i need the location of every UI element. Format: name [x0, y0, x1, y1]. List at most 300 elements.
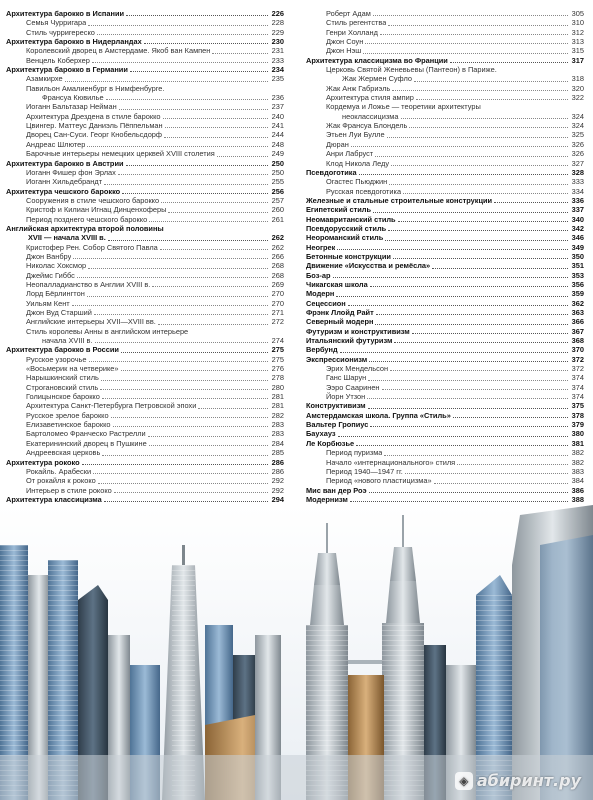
toc-column-left [6, 9, 284, 588]
toc-entry-page: 262 [271, 242, 284, 252]
toc-entry-page: 241 [271, 121, 284, 131]
toc-entry-page: 286 [271, 457, 284, 467]
toc-entry-page: 327 [571, 158, 584, 168]
toc-entry-page: 317 [571, 55, 584, 65]
toc-entry-page: 324 [571, 121, 584, 131]
toc-entry-title: Вальтер Гропиус [306, 420, 369, 430]
toc-dot-leader [121, 352, 268, 353]
toc-entry-page: 280 [271, 382, 284, 392]
toc-entry-title: Жак Анж Габриэль [326, 83, 391, 93]
toc-entry-title: Мис ван дер Роэ [306, 485, 367, 495]
toc-entry-page: 278 [271, 373, 284, 383]
toc-entry [306, 215, 584, 224]
toc-entry [306, 196, 584, 205]
toc-entry [6, 196, 284, 205]
toc-entry [306, 261, 584, 270]
toc-dot-leader [340, 352, 568, 353]
toc-entry [6, 140, 284, 149]
toc-entry [306, 373, 584, 382]
toc-entry [306, 467, 584, 476]
toc-entry-page: 283 [271, 420, 284, 430]
toc-entry-title: Архитектура Санкт-Петербурга Петровской эпохи [26, 401, 197, 411]
toc-entry-page: 384 [571, 476, 584, 486]
toc-dot-leader [98, 483, 268, 484]
toc-entry-page: 249 [271, 149, 284, 159]
toc-entry-title: Ганс Шарун [326, 373, 367, 383]
toc-entry-title: Архитектура барокко в Германии [6, 65, 128, 75]
toc-entry-title: Королевский дворец в Амстердаме. Якоб ван Кампен [26, 46, 211, 56]
toc-entry-page: 266 [271, 251, 284, 261]
toc-entry-page: 374 [571, 382, 584, 392]
toc-dot-leader [367, 398, 568, 399]
toc-entry-page: 366 [571, 317, 584, 327]
toc-entry-page: 250 [271, 167, 284, 177]
toc-entry-title: начала XVIII в. [42, 336, 93, 346]
toc-dot-leader [113, 426, 268, 427]
toc-entry-page: 322 [571, 93, 584, 103]
toc-entry-page: 379 [571, 420, 584, 430]
toc-entry [6, 467, 284, 476]
toc-dot-leader [144, 43, 268, 44]
toc-entry [306, 308, 584, 317]
toc-dot-leader [370, 426, 568, 427]
toc-entry-title: Футуризм и конструктивизм [306, 326, 410, 336]
toc-entry-title: Голицынское барокко [26, 392, 100, 402]
toc-dot-leader [453, 417, 568, 418]
toc-entry-page: 363 [571, 308, 584, 317]
toc-entry-page: 283 [271, 429, 284, 439]
toc-dot-leader [494, 202, 568, 203]
toc-dot-leader [375, 324, 568, 325]
toc-entry-title: Роберт Адам [326, 9, 371, 18]
toc-dot-leader [389, 184, 568, 185]
toc-entry-page: 336 [571, 195, 584, 205]
toc-entry-page: 228 [271, 18, 284, 28]
toc-dot-leader [88, 25, 268, 26]
toc-entry-title: Андреас Шлютер [26, 139, 86, 149]
toc-entry-page: 256 [271, 186, 284, 196]
toc-entry-title: Джон Вуд Старший [26, 308, 92, 317]
toc-dot-leader [351, 146, 568, 147]
toc-entry [306, 392, 584, 401]
toc-entry-title: Псевдорусский стиль [306, 223, 387, 233]
toc-entry-title: Строгановский стиль [26, 382, 99, 392]
toc-entry-page: 261 [271, 214, 284, 224]
toc-dot-leader [164, 137, 268, 138]
toc-entry-page: 318 [571, 74, 584, 84]
toc-entry-page: 346 [571, 233, 584, 243]
toc-entry-title: Архитектура классицизма [6, 494, 102, 504]
toc-entry [306, 280, 584, 289]
toc-dot-leader [72, 305, 268, 306]
toc-entry [306, 476, 584, 485]
toc-entry [306, 317, 584, 326]
toc-entry [6, 18, 284, 27]
toc-entry-page: 367 [571, 326, 584, 336]
toc-entry [306, 37, 584, 46]
toc-entry-title: Павильон Амалиенбург в Нимфенбурге. [26, 83, 165, 93]
toc-dot-leader [88, 268, 268, 269]
toc-entry-page: 275 [271, 345, 284, 355]
toc-entry-title: Цвингер. Маттеус Даниэль Пёппельман [26, 121, 163, 131]
toc-entry [306, 429, 584, 438]
toc-entry-page: 324 [571, 111, 584, 121]
toc-dot-leader [384, 455, 568, 456]
toc-entry-title: Лорд Бёрлингтон [26, 289, 85, 299]
watermark [455, 771, 581, 790]
toc-dot-leader [333, 277, 569, 278]
toc-dot-leader [375, 156, 568, 157]
toc-dot-leader [338, 436, 568, 437]
toc-entry [6, 308, 284, 317]
toc-entry-page: 333 [571, 177, 584, 187]
toc-entry [306, 411, 584, 420]
toc-entry-page: 372 [571, 354, 584, 364]
toc-entry-title: Ээро Сааринен [326, 382, 380, 392]
toc-dot-leader [393, 258, 568, 259]
toc-entry-title: Бетонные конструкции [306, 251, 391, 261]
toc-dot-leader [126, 165, 268, 166]
toc-entry-page: 380 [571, 429, 584, 439]
toc-entry-page: 260 [271, 205, 284, 215]
toc-entry-title: Русская псевдоготика [326, 186, 402, 196]
toc-dot-leader [369, 361, 568, 362]
toc-entry [306, 18, 584, 27]
toc-entry [6, 261, 284, 270]
toc-entry-title: Движение «Искусства и ремёсла» [306, 261, 431, 271]
toc-dot-leader [373, 212, 568, 213]
toc-entry-title: Клод Никола Леду [326, 158, 390, 168]
toc-entry-title: Архитектура рококо [6, 457, 80, 467]
toc-dot-leader [403, 193, 568, 194]
toc-dot-leader [122, 193, 268, 194]
toc-entry-page: 233 [271, 55, 284, 65]
toc-entry-title: От рокайля к рококо [26, 476, 96, 486]
toc-dot-leader [336, 296, 568, 297]
toc-entry [6, 317, 284, 326]
toc-entry-page: 226 [271, 9, 284, 18]
toc-entry [6, 486, 284, 495]
toc-dot-leader [118, 174, 268, 175]
toc-dot-leader [348, 305, 568, 306]
toc-entry-page: 350 [571, 251, 584, 261]
toc-entry [6, 289, 284, 298]
toc-dot-leader [412, 333, 568, 334]
toc-entry-title: Церковь Святой Женевьевы (Пантеон) в Париже. [326, 65, 497, 75]
toc-dot-leader [369, 492, 568, 493]
toc-entry-page: 342 [571, 223, 584, 233]
toc-dot-leader [398, 221, 568, 222]
toc-dot-leader [391, 165, 568, 166]
toc-entry-page: 234 [271, 65, 284, 75]
toc-entry-title: Семья Чурригара [26, 18, 87, 28]
toc-entry-page: 305 [571, 9, 584, 18]
toc-dot-leader [94, 314, 268, 315]
toc-dot-leader [405, 473, 568, 474]
toc-entry-title: Итальянский футуризм [306, 336, 393, 346]
toc-entry-page: 231 [271, 46, 284, 56]
toc-entry-page: 340 [571, 214, 584, 224]
toc-entry-page: 370 [571, 345, 584, 355]
toc-entry [306, 355, 584, 364]
toc-entry-title: Амстердамская школа. Группа «Стиль» [306, 410, 451, 420]
toc-entry [306, 140, 584, 149]
toc-entry-title: Барочные интерьеры немецких церквей XVIII столетия [26, 149, 215, 159]
toc-entry-page: 229 [271, 27, 284, 37]
toc-entry-page: 356 [571, 279, 584, 289]
toc-dot-leader [337, 249, 568, 250]
toc-entry-page: 255 [271, 177, 284, 187]
toc-dot-leader [363, 53, 568, 54]
toc-entry [6, 252, 284, 261]
toc-entry-title: Жак Франсуа Блондель [326, 121, 408, 131]
toc-dot-leader [382, 389, 568, 390]
toc-entry-page: 272 [271, 317, 284, 327]
toc-dot-leader [217, 156, 268, 157]
toc-dot-leader [356, 445, 568, 446]
toc-entry [6, 224, 284, 233]
toc-entry [306, 448, 584, 457]
toc-entry-title: Этьен Луи Булле [326, 130, 385, 140]
toc-entry-title: Начало «интернационального» стиля [326, 457, 456, 467]
toc-entry-page: 270 [271, 289, 284, 299]
toc-entry-page: 268 [271, 261, 284, 271]
toc-entry [306, 56, 584, 65]
toc-entry-title: XVII — начала XVIII в. [28, 233, 106, 243]
labyrinth-logo-icon: ◈ [455, 772, 473, 790]
toc-entry-title: Период 1940—1947 гг. [326, 466, 403, 476]
toc-entry [306, 327, 584, 336]
toc-entry [6, 280, 284, 289]
toc-entry [6, 149, 284, 158]
toc-entry-title: Вербунд [306, 345, 338, 355]
toc-entry-title: Архитектура Дрездена в стиле барокко [26, 111, 161, 121]
toc-dot-leader [385, 240, 568, 241]
toc-dot-leader [73, 258, 268, 259]
toc-entry-title: Период позднего чешского барокко [26, 214, 148, 224]
toc-entry-title: Екатерининский дворец в Пушкине [26, 438, 147, 448]
toc-entry-title: Архитектура барокко в Испании [6, 9, 125, 18]
toc-entry [6, 102, 284, 111]
toc-entry [6, 336, 284, 345]
toc-entry [306, 93, 584, 102]
toc-dot-leader [97, 34, 268, 35]
toc-dot-leader [108, 240, 268, 241]
toc-entry-page: 368 [571, 336, 584, 346]
toc-entry-title: Неопалладианство в Англии XVIII в. [26, 279, 151, 289]
toc-dot-leader [65, 81, 268, 82]
toc-entry-page: 362 [571, 298, 584, 308]
toc-dot-leader [370, 286, 568, 287]
toc-dot-leader [373, 15, 568, 16]
toc-dot-leader [130, 71, 268, 72]
toc-entry-page: 237 [271, 102, 284, 112]
toc-entry-page: 268 [271, 270, 284, 280]
toc-entry [6, 271, 284, 280]
toc-entry [6, 168, 284, 177]
toc-entry-page: 320 [571, 83, 584, 93]
toc-entry-page: 326 [571, 139, 584, 149]
toc-entry-page: 337 [571, 205, 584, 215]
toc-entry [306, 187, 584, 196]
toc-entry [6, 9, 284, 18]
toc-entry-title: Неомавританский стиль [306, 214, 396, 224]
toc-entry-title: Неороманский стиль [306, 233, 384, 243]
toc-entry [306, 84, 584, 93]
toc-dot-leader [212, 53, 268, 54]
watermark-text: абиринт.ру [476, 771, 581, 790]
toc-entry-title: Иоганн Хильдебрандт [26, 177, 103, 187]
toc-entry [6, 327, 284, 336]
toc-entry-page: 294 [271, 494, 284, 504]
toc-entry-title: Дворец Сан-Суси. Георг Кнобельсдорф [26, 130, 162, 140]
toc-entry-title: Баухауз [306, 429, 336, 439]
toc-entry-page: 326 [571, 149, 584, 159]
toc-entry-page: 244 [271, 130, 284, 140]
toc-entry [6, 74, 284, 83]
toc-entry [6, 429, 284, 438]
toc-entry [6, 383, 284, 392]
toc-entry [6, 495, 284, 504]
toc-entry-page: 275 [271, 354, 284, 364]
toc-dot-leader [93, 473, 268, 474]
toc-entry-title: Йорн Утзон [326, 392, 366, 402]
toc-entry [6, 373, 284, 382]
toc-entry-page: 248 [271, 139, 284, 149]
toc-entry-title: Период пуризма [326, 448, 383, 458]
toc-entry [6, 299, 284, 308]
toc-dot-leader [95, 342, 268, 343]
toc-entry-page: 282 [271, 410, 284, 420]
toc-dot-leader [390, 370, 568, 371]
toc-entry-page: 383 [571, 466, 584, 476]
toc-entry-page: 235 [271, 74, 284, 84]
toc-entry-title: Джон Соун [326, 37, 364, 47]
toc-entry-page: 285 [271, 448, 284, 458]
toc-entry-title: неоклассицизма [342, 111, 399, 121]
toc-entry [6, 187, 284, 196]
toc-dot-leader [102, 455, 268, 456]
toc-entry-page: 292 [271, 485, 284, 495]
toc-entry-title: «Восьмерик на четверике» [26, 364, 119, 374]
toc-entry-title: Псевдоготика [306, 167, 357, 177]
toc-entry-page: 351 [571, 261, 584, 271]
toc-entry [306, 121, 584, 130]
skyline-illustration [0, 505, 593, 800]
toc-entry [6, 215, 284, 224]
toc-entry-title: Стиль королевы Анны в английском интерьере [26, 326, 189, 336]
toc-entry [306, 420, 584, 429]
toc-dot-leader [92, 62, 268, 63]
toc-entry-title: Иоганн Фишер фон Эрлах [26, 167, 116, 177]
toc-entry-title: Стиль чурригереско [26, 27, 95, 37]
toc-entry [306, 345, 584, 354]
toc-entry-title: Фрэнк Ллойд Райт [306, 308, 374, 317]
toc-entry-page: 359 [571, 289, 584, 299]
toc-entry-title: Северный модерн [306, 317, 374, 327]
toc-entry-page: 382 [571, 448, 584, 458]
toc-entry [6, 476, 284, 485]
toc-dot-leader [414, 81, 568, 82]
toc-dot-leader [104, 501, 268, 502]
toc-dot-leader [149, 221, 268, 222]
toc-entry-title: Кордемуа и Ложье — теоретики архитектуры [326, 102, 481, 112]
toc-entry [306, 458, 584, 467]
toc-entry [6, 458, 284, 467]
toc-entry-title: Русское зрелое барокко [26, 410, 109, 420]
toc-entry [306, 130, 584, 139]
toc-entry [306, 149, 584, 158]
toc-entry-title: Генри Холланд [326, 27, 378, 37]
toc-entry-title: Азамкирхе [26, 74, 63, 84]
toc-entry-title: Ле Корбюзье [306, 438, 355, 448]
toc-entry-page: 240 [271, 111, 284, 121]
toc-entry-title: Архитектура барокко в Нидерландах [6, 37, 142, 47]
toc-dot-leader [416, 99, 568, 100]
toc-dot-leader [100, 389, 268, 390]
toc-entry [6, 448, 284, 457]
toc-entry-title: Жак Жермен Суфло [342, 74, 412, 84]
toc-entry-page: 274 [271, 336, 284, 346]
toc-entry [306, 102, 584, 111]
toc-entry [6, 121, 284, 130]
toc-entry [306, 112, 584, 121]
toc-entry-page: 269 [271, 279, 284, 289]
toc-entry [306, 168, 584, 177]
toc-dot-leader [82, 464, 268, 465]
toc-entry-title: Сооружения в стиле чешского барокко [26, 195, 160, 205]
toc-entry-title: Экспрессионизм [306, 354, 368, 364]
toc-dot-leader [102, 398, 268, 399]
toc-dot-leader [165, 127, 268, 128]
toc-entry [306, 299, 584, 308]
toc-entry-page: 334 [571, 186, 584, 196]
toc-entry [306, 439, 584, 448]
toc-entry [306, 383, 584, 392]
toc-entry [6, 364, 284, 373]
toc-dot-leader [198, 408, 268, 409]
toc-entry [306, 224, 584, 233]
toc-entry-page: 374 [571, 373, 584, 383]
toc-entry [306, 289, 584, 298]
toc-entry-page: 270 [271, 298, 284, 308]
toc-entry-title: Египетский стиль [306, 205, 372, 215]
toc-entry [6, 345, 284, 354]
toc-dot-leader [392, 90, 568, 91]
toc-entry-title: Франсуа Кювилье [42, 93, 104, 103]
toc-entry [6, 392, 284, 401]
toc-dot-leader [89, 361, 268, 362]
toc-entry [6, 93, 284, 102]
toc-entry [6, 401, 284, 410]
toc-entry [306, 9, 584, 18]
toc-entry-title: Елизаветинское барокко [26, 420, 111, 430]
toc-entry-title: Анри Лабруст [326, 149, 374, 159]
toc-entry-title: Эрих Мендельсон [326, 364, 389, 374]
toc-entry [306, 495, 584, 504]
toc-entry-title: Кристоф и Килиан Игнац Динценхоферы [26, 205, 167, 215]
toc-entry [306, 336, 584, 345]
toc-dot-leader [457, 464, 568, 465]
toc-entry [6, 46, 284, 55]
toc-entry-page: 257 [271, 195, 284, 205]
toc-entry-page: 375 [571, 401, 584, 411]
toc-entry [6, 84, 284, 93]
toc-dot-leader [119, 109, 268, 110]
toc-dot-leader [350, 501, 568, 502]
toc-entry-title: Архитектура чешского барокко [6, 186, 121, 196]
toc-dot-leader [106, 99, 268, 100]
